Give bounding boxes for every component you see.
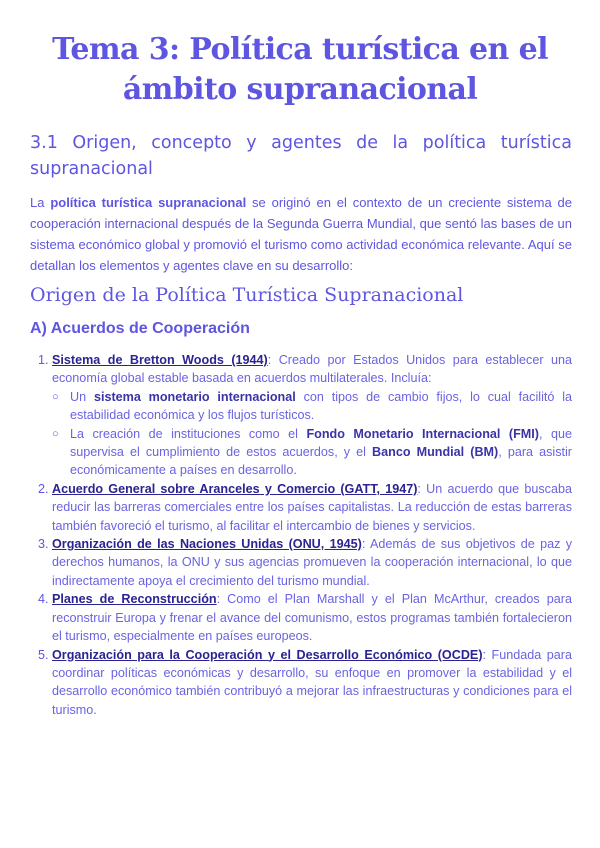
intro-paragraph — [30, 192, 572, 276]
item-text: : Fundada para coordinar políticas económicas y desarrollo, su enfoque en promover la estabilidad y el desarrollo económico también contribuyó a mejorar las infraestructuras y condiciones para el turismo. — [52, 647, 572, 717]
sub-bold-term: sistema monetario internacional — [93, 389, 296, 404]
intro-text-before: La — [30, 195, 51, 210]
item-text: : Un acuerdo que buscaba reducir las barreras comerciales entre los países capitalistas. La reducción de estas barreras también favoreció el turismo, al facilitar el intercambio de bienes y servicios. — [52, 481, 572, 533]
list-item — [52, 480, 572, 535]
item-text: : Creado por Estados Unidos para establecer una economía global estable basada en acuerdos multilaterales. Incluía: — [52, 353, 572, 386]
intro-bold-term: política turística supranacional — [50, 195, 247, 210]
list-item — [52, 535, 572, 590]
item-link-bretton-woods[interactable]: Sistema de Bretton Woods (1944) — [52, 353, 268, 367]
sub-text: La creación de instituciones como el — [70, 426, 307, 441]
subheading: Origen de la Política Turística Supranacional — [30, 284, 464, 306]
subsubheading: A) Acuerdos de Cooperación — [30, 320, 250, 337]
sub-text: , que supervisa el cumplimiento de estos acuerdos, y el — [70, 426, 572, 460]
sub-bold-term: Fondo Monetario Internacional (FMI) — [306, 426, 539, 441]
section-heading — [30, 130, 572, 182]
section-heading-text: Origen, concepto y agentes de la política turística supranacional — [30, 133, 572, 179]
list-item — [52, 590, 572, 645]
item-link-onu[interactable]: Organización de las Naciones Unidas (ONU, 1945) — [52, 537, 362, 552]
sub-text: , para asistir económicamente a países en desarrollo. — [70, 445, 573, 478]
item-text: : Como el Plan Marshall y el Plan McArthur, creados para reconstruir Europa y frenar el avance del comunismo, estos programas también fortalecieron el turismo, especialmente en países europeos. — [52, 592, 572, 644]
intro-text-after: se originó en el contexto de un creciente sistema de cooperación internacional después de la Segunda Guerra Mundial, que sentó las bases de un sistema económico global y promovió el turismo como actividad económica relevante. Aquí se detallan los elementos y agentes clave en su desarrollo: — [30, 195, 573, 273]
sub-text: Un — [70, 389, 94, 404]
sub-text: con tipos de cambio fijos, lo cual facilitó la estabilidad económica y los flujos turísticos. — [70, 389, 572, 423]
sub-bold-term: Banco Mundial (BM) — [372, 445, 499, 460]
sub-list-item — [70, 388, 572, 425]
agreements-list — [30, 351, 572, 719]
list-item — [52, 351, 572, 480]
page-title: Tema 3: Política turística en el ámbito supranacional — [52, 32, 548, 107]
sub-list — [52, 388, 572, 480]
item-link-gatt[interactable]: Acuerdo General sobre Aranceles y Comercio (GATT, 1947) — [52, 481, 418, 496]
list-item — [52, 646, 572, 720]
item-link-planes[interactable]: Planes de Reconstrucción — [52, 592, 217, 607]
item-link-ocde[interactable]: Organización para la Cooperación y el Desarrollo Económico (OCDE) — [52, 647, 483, 662]
sub-list-item — [70, 425, 572, 480]
section-number: 3.1 — [30, 133, 58, 153]
item-text: : Además de sus objetivos de paz y derechos humanos, la ONU y sus agencias promueven la cooperación internacional, lo que indirectamente apoya el crecimiento del turismo mundial. — [52, 537, 573, 588]
